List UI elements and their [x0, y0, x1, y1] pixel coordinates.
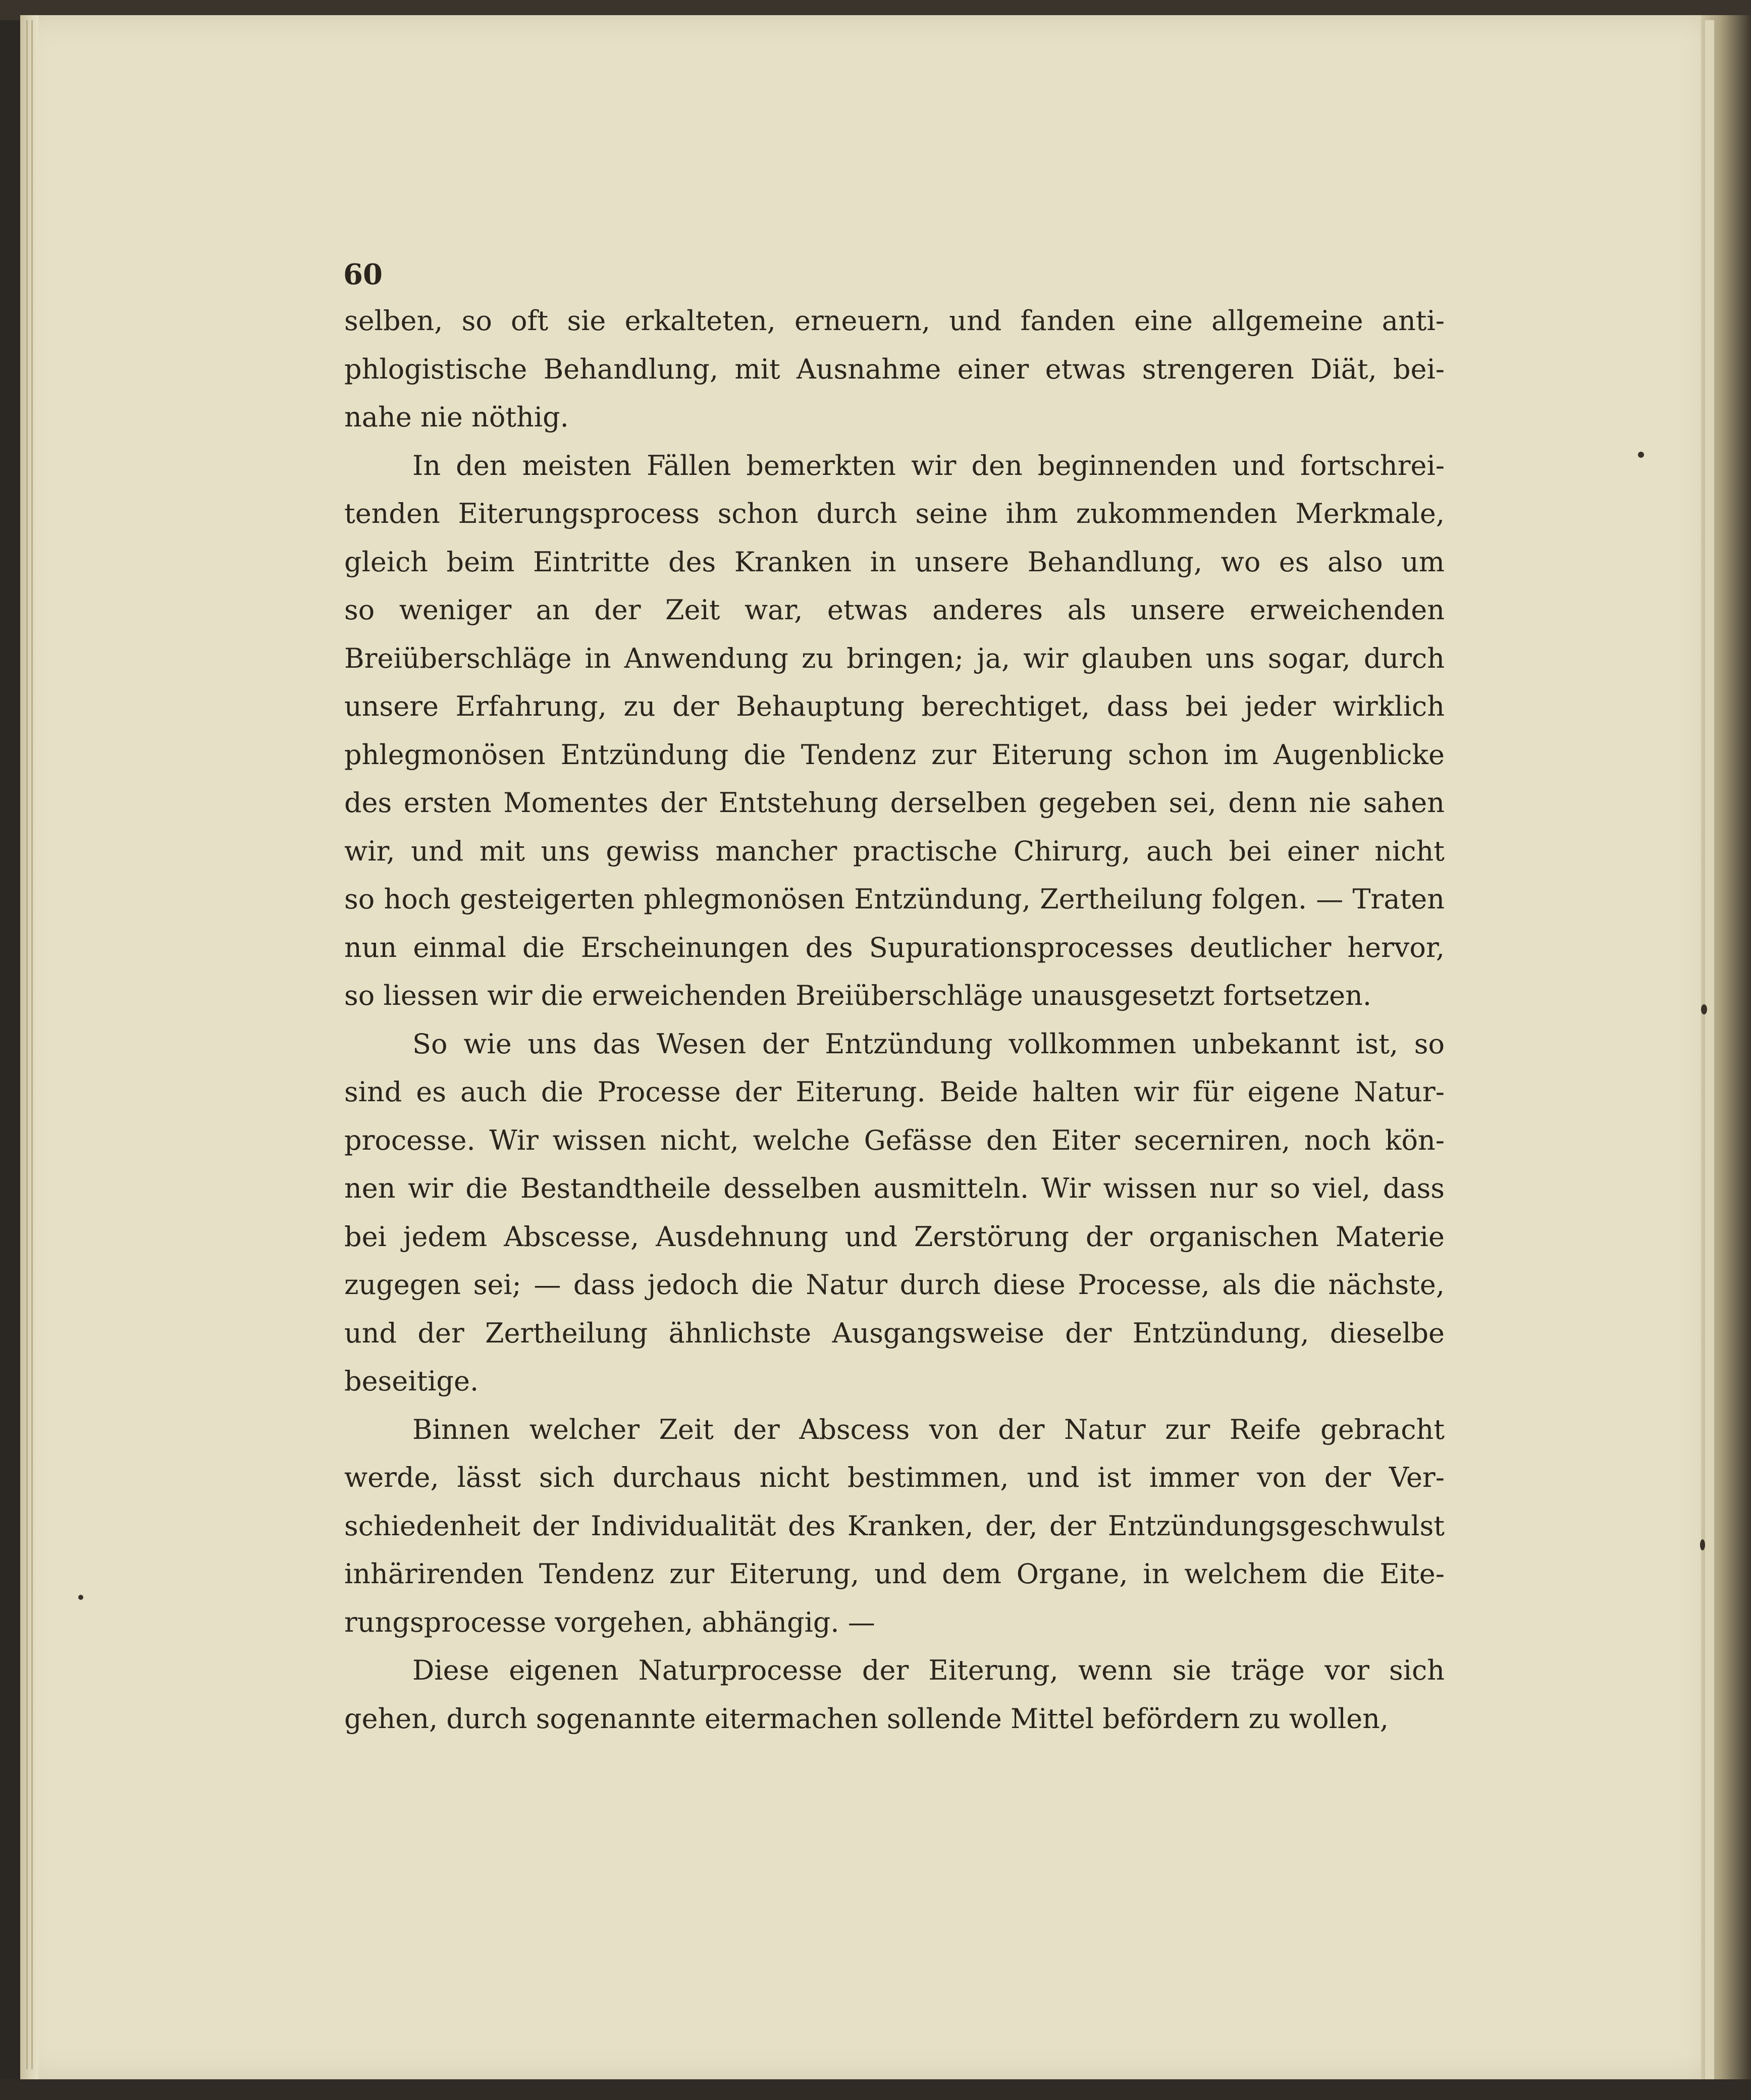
- text-line: zugegen sei; — dass jedoch die Natur durch diese Processe, als die nächste,: [344, 1269, 1445, 1301]
- paper-speck: [1700, 1539, 1705, 1550]
- text-line: wir, und mit uns gewiss mancher practische Chirurg, auch bei einer nicht: [344, 835, 1445, 867]
- text-line: so liessen wir die erweichenden Breiüberschläge unausgesetzt fortsetzen.: [344, 980, 1371, 1011]
- text-line: werde, lässt sich durchaus nicht bestimmen, und ist immer von der Ver-: [344, 1462, 1445, 1493]
- text-line: Diese eigenen Naturprocesse der Eiterung, wenn sie träge vor sich: [412, 1654, 1445, 1686]
- text-line: rungsprocesse vorgehen, abhängig. —: [344, 1606, 875, 1638]
- text-line: schiedenheit der Individualität des Kranken, der, der Entzündungsgeschwulst: [344, 1510, 1445, 1542]
- text-line: Breiüberschläge in Anwendung zu bringen; ja, wir glauben uns sogar, durch: [344, 642, 1445, 674]
- text-line: so weniger an der Zeit war, etwas anderes als unsere erweichenden: [344, 594, 1445, 626]
- paragraph: [344, 297, 1445, 442]
- text-line: nen wir die Bestandtheile desselben ausmitteln. Wir wissen nur so viel, dass: [344, 1172, 1445, 1204]
- text-line: So wie uns das Wesen der Entzündung vollkommen unbekannt ist, so: [412, 1028, 1445, 1060]
- page-number: 60: [343, 258, 383, 291]
- text-line: In den meisten Fällen bemerkten wir den beginnenden und fortschrei-: [412, 449, 1445, 481]
- text-line: beseitige.: [344, 1365, 479, 1397]
- page-edge-line: [26, 20, 28, 2069]
- text-line: sind es auch die Processe der Eiterung. Beide halten wir für eigene Natur-: [344, 1076, 1445, 1108]
- text-line: phlogistische Behandlung, mit Ausnahme einer etwas strengeren Diät, bei-: [344, 353, 1445, 385]
- paragraph: [344, 1020, 1445, 1406]
- page-text: [344, 252, 1445, 1743]
- text-line: inhärirenden Tendenz zur Eiterung, und dem Organe, in welchem die Eite-: [344, 1558, 1445, 1590]
- paragraph: [344, 442, 1445, 1020]
- paper-speck: [78, 1595, 83, 1600]
- text-line: processe. Wir wissen nicht, welche Gefässe den Eiter secerniren, noch kön-: [344, 1124, 1445, 1156]
- text-line: so hoch gesteigerten phlegmonösen Entzündung, Zertheilung folgen. — Traten: [344, 883, 1445, 915]
- paragraph: [344, 1646, 1445, 1743]
- text-line: des ersten Momentes der Entstehung derselben gegeben sei, denn nie sahen: [344, 787, 1445, 819]
- text-line: tenden Eiterungsprocess schon durch seine ihm zukommenden Merkmale,: [344, 498, 1445, 529]
- page-edge-line: [31, 20, 33, 2069]
- facing-page-edge: [1705, 20, 1714, 2079]
- text-line: nahe nie nöthig.: [344, 401, 569, 433]
- text-line: Binnen welcher Zeit der Abscess von der Natur zur Reife gebracht: [412, 1413, 1445, 1445]
- paper-speck: [1701, 1004, 1707, 1014]
- paragraphs: [344, 297, 1445, 1743]
- book-spine-shadow: [20, 15, 38, 2079]
- text-line: und der Zertheilung ähnlichste Ausgangsweise der Entzündung, dieselbe: [344, 1317, 1445, 1349]
- paragraph: [344, 1406, 1445, 1647]
- text-line: unsere Erfahrung, zu der Behauptung berechtiget, dass bei jeder wirklich: [344, 690, 1445, 722]
- scan-bottom-edge: [0, 2079, 1751, 2100]
- text-line: gehen, durch sogenannte eitermachen sollende Mittel befördern zu wollen,: [344, 1702, 1389, 1735]
- text-line: gleich beim Eintritte des Kranken in unsere Behandlung, wo es also um: [344, 546, 1445, 578]
- text-line: nun einmal die Erscheinungen des Supurationsprocesses deutlicher hervor,: [344, 931, 1445, 963]
- text-line: phlegmonösen Entzündung die Tendenz zur Eiterung schon im Augenblicke: [344, 738, 1445, 771]
- text-line: selben, so oft sie erkalteten, erneuern, und fanden eine allgemeine anti-: [344, 305, 1445, 337]
- paper-speck: [1638, 452, 1644, 458]
- text-line: bei jedem Abscesse, Ausdehnung und Zerstörung der organischen Materie: [344, 1220, 1445, 1253]
